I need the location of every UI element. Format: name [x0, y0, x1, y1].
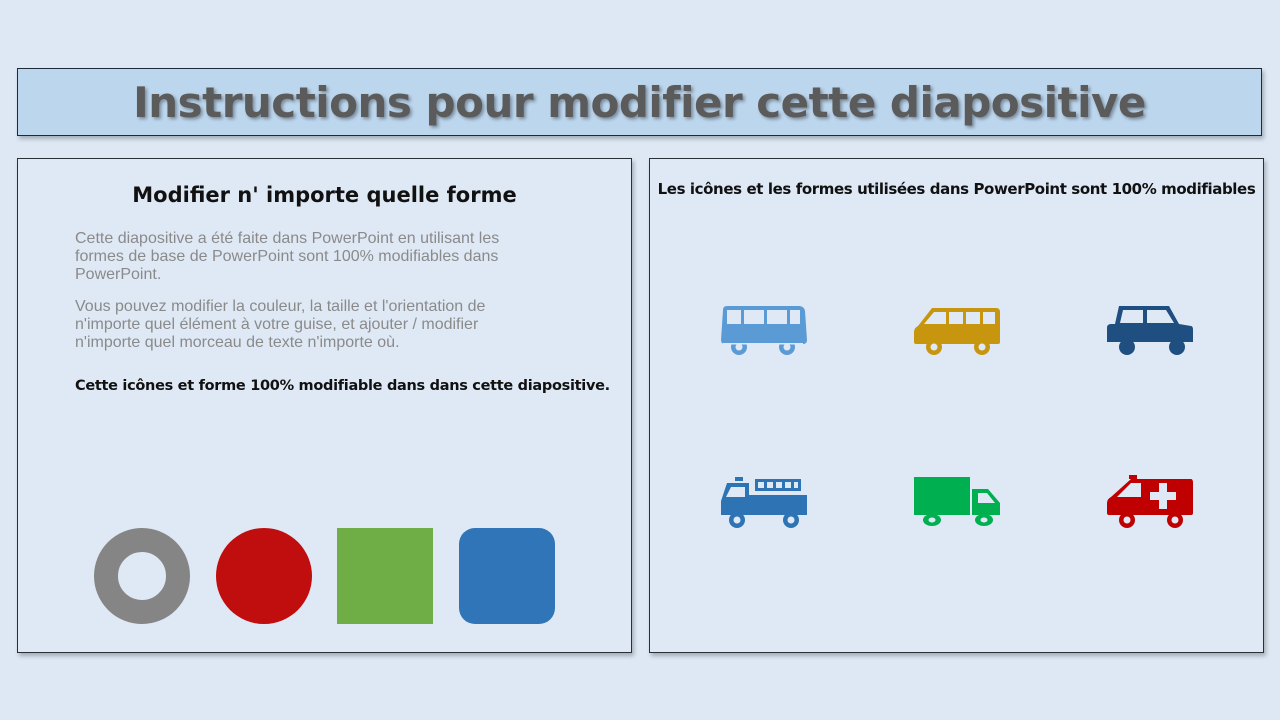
van-icon[interactable]	[912, 302, 1002, 358]
circle-shape[interactable]	[216, 528, 312, 624]
ambulance-icon[interactable]	[1105, 475, 1195, 531]
rounded-square-shape[interactable]	[459, 528, 555, 624]
instruction-paragraph-2: Vous pouvez modifier la couleur, la taille et l'orientation de n'importe quel élément à votre guise, et ajouter / modifier n'importe quel morceau de texte n'importe où.	[75, 298, 486, 351]
square-shape[interactable]	[337, 528, 433, 624]
right-panel-heading: Les icônes et les formes utilisées dans PowerPoint sont 100% modifiables	[657, 180, 1256, 198]
right-panel	[649, 158, 1264, 653]
slide-title: Instructions pour modifier cette diapositive	[133, 77, 1146, 127]
ring-shape[interactable]	[94, 528, 190, 624]
delivery-truck-icon[interactable]	[912, 475, 1002, 531]
left-panel-heading: Modifier n' importe quelle forme	[132, 183, 517, 207]
left-panel	[17, 158, 632, 653]
slide-title-bar	[17, 68, 1262, 136]
fire-truck-icon[interactable]	[719, 475, 809, 531]
suv-icon[interactable]	[1105, 302, 1195, 358]
bus-icon[interactable]	[719, 302, 809, 358]
instruction-paragraph-1: Cette diapositive a été faite dans PowerPoint en utilisant les formes de base de PowerPoint sont 100% modifiables dans PowerPoint.	[75, 230, 500, 283]
editable-note: Cette icônes et forme 100% modifiable dans dans cette diapositive.	[75, 378, 610, 394]
